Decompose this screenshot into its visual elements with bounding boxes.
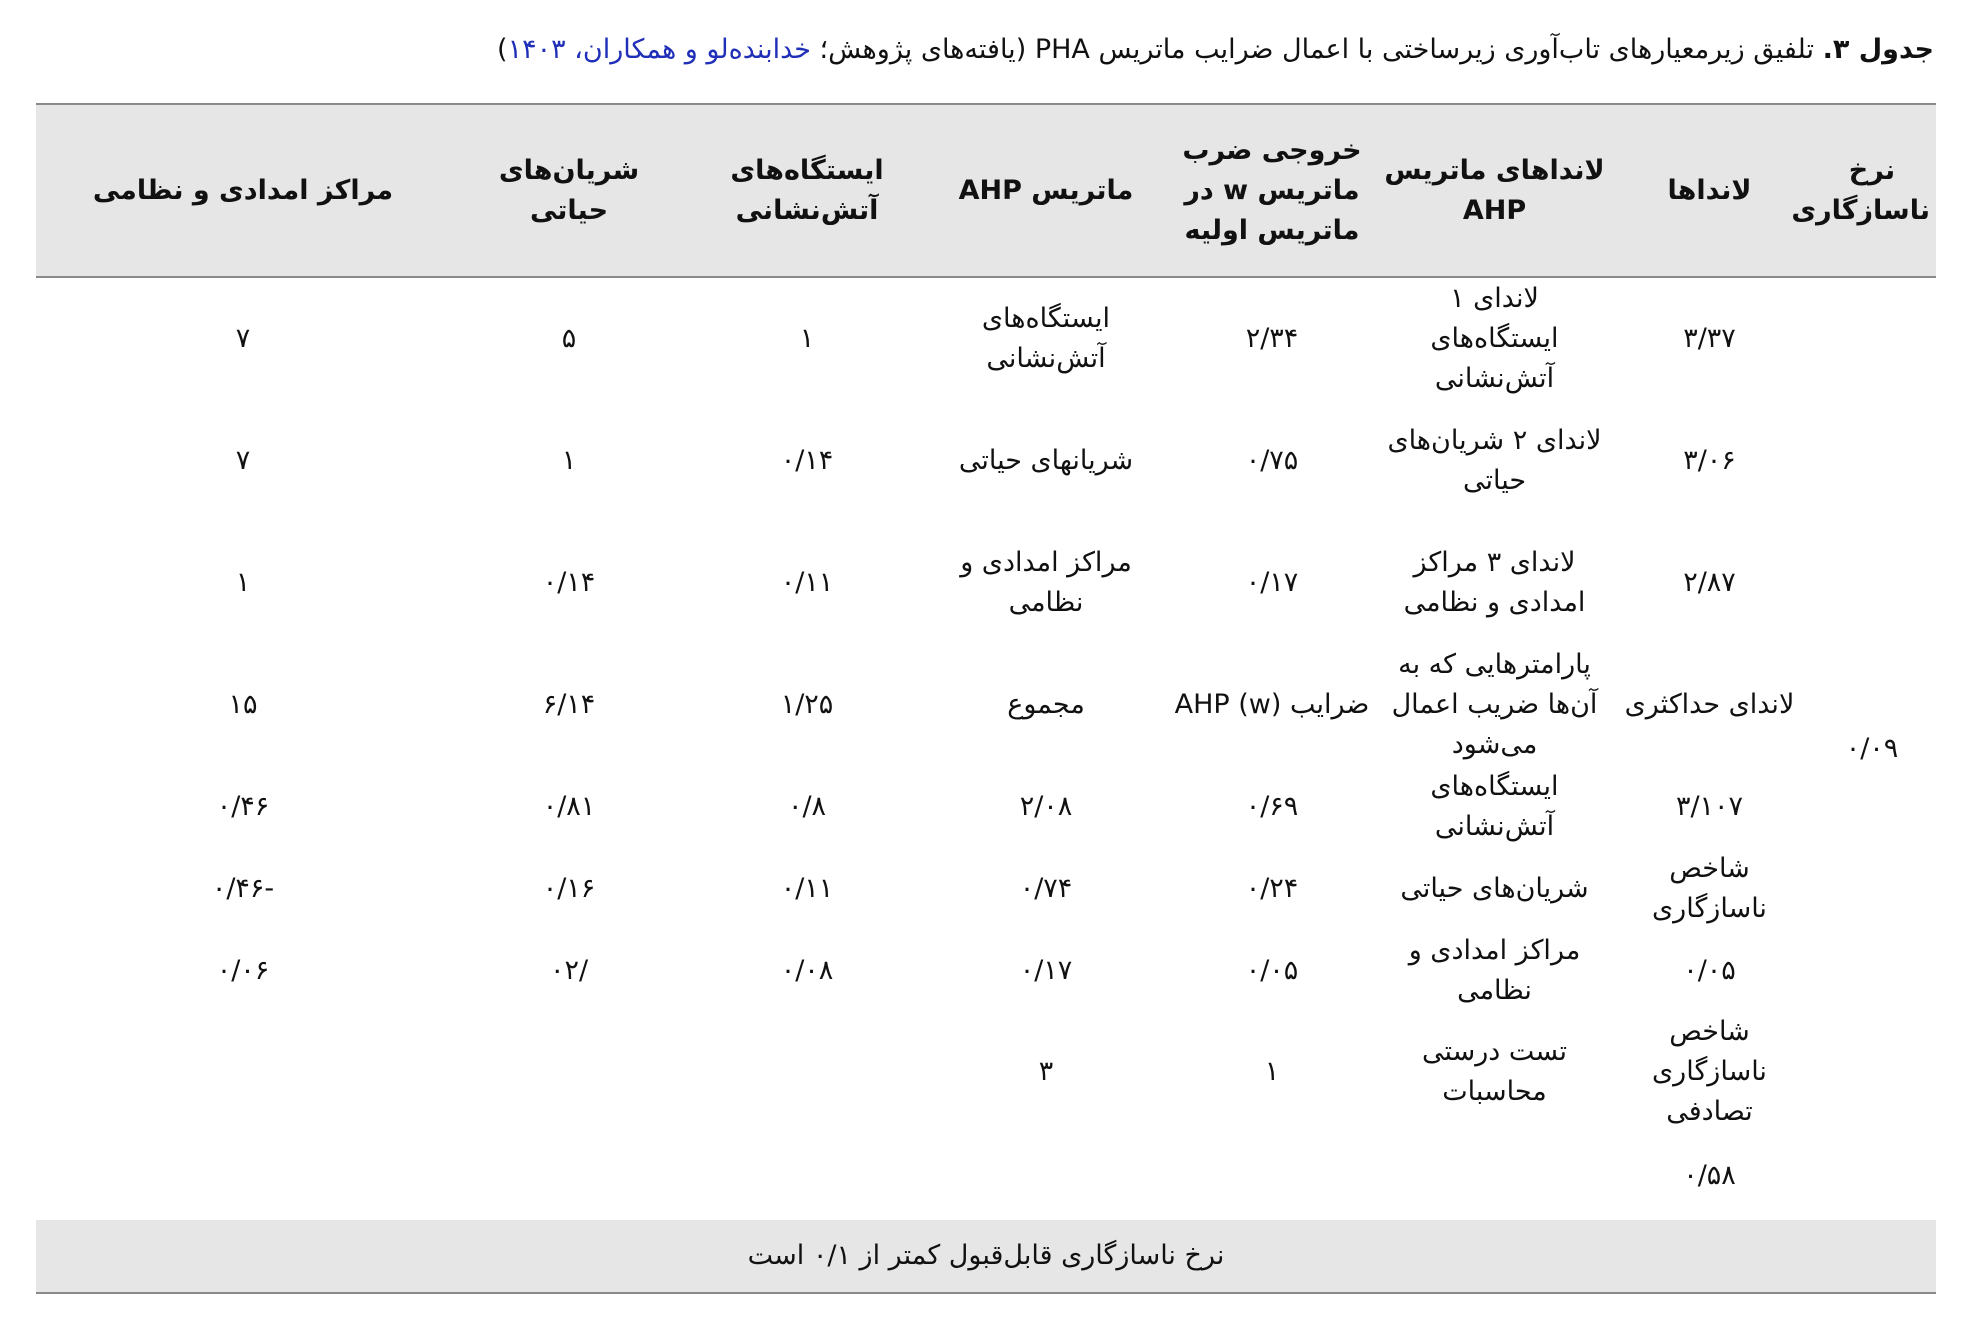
header-w-output: خروجی ضرب ماتریس w در ماتریس اولیه [1166, 104, 1378, 277]
header-inconsistency-rate: نرخ ناسازگاری [1808, 104, 1936, 277]
cell-ahp-lambda [1378, 1132, 1611, 1220]
cell-lambda: ۳/۰۶ [1683, 445, 1736, 476]
table-caption [30, 28, 1934, 72]
cell-lambda: ۰/۵۸ [1683, 1160, 1736, 1191]
cell-w-output: ۰/۲۴ [1245, 873, 1299, 904]
cell-w-output: ضرایب AHP (w) [1174, 689, 1370, 720]
cell-fire-stations: ۰/۱۱ [780, 873, 834, 904]
cell-ahp-lambda: لاندای ۲ شریان‌های حیاتی [1387, 425, 1602, 496]
table-row [36, 930, 1936, 1012]
caption-close: ) [497, 34, 508, 65]
cell-ahp-lambda: پارامترهایی که به آن‌ها ضریب اعمال می‌شود [1391, 649, 1598, 760]
cell-relief-military: ۷ [235, 445, 251, 476]
cell-ahp-lambda: تست درستی محاسبات [1421, 1036, 1568, 1107]
header-ahp-matrix: ماتریس AHP [926, 104, 1166, 277]
cell-lambda: ۰/۰۵ [1683, 955, 1736, 986]
cell-lambda: ۳/۳۷ [1683, 323, 1736, 354]
inconsistency-rate-cell: ۰/۰۹ [1845, 733, 1899, 764]
header-row [36, 104, 1936, 277]
cell-ahp-lambda: لاندای ۱ ایستگاه‌های آتش‌نشانی [1430, 283, 1559, 394]
cell-fire-stations: ۰/۱۱ [780, 567, 834, 598]
cell-ahp-matrix: مجموع [1007, 689, 1085, 720]
cell-relief-military [36, 1012, 450, 1132]
cell-w-output: ۲/۳۴ [1245, 323, 1299, 354]
header-relief-military: مراکز امدادی و نظامی [36, 104, 450, 277]
cell-ahp-lambda: ایستگاه‌های آتش‌نشانی [1430, 771, 1559, 842]
cell-relief-military: -۰/۴۶ [211, 873, 275, 904]
caption-text: تلفیق زیرمعیارهای تاب‌آوری زیرساختی با اعمال ضرایب ماتریس PHA (یافته‌های پژوهش؛ [819, 34, 1814, 65]
header-ahp-lambdas: لانداهای ماتریس AHP [1378, 104, 1611, 277]
cell-ahp-matrix: ایستگاه‌های آتش‌نشانی [981, 303, 1111, 374]
header-lambdas: لانداها [1611, 104, 1808, 277]
cell-arteries: ۶/۱۴ [542, 689, 596, 720]
cell-lambda: ۳/۱۰۷ [1675, 791, 1744, 822]
cell-w-output: ۰/۰۵ [1245, 955, 1299, 986]
table-row [36, 522, 1936, 644]
cell-arteries: ۰/۸۱ [542, 791, 596, 822]
cell-ahp-lambda: لاندای ۳ مراکز امدادی و نظامی [1403, 547, 1586, 618]
cell-fire-stations: ۰/۱۴ [780, 445, 834, 476]
cell-w-output: ۰/۶۹ [1245, 791, 1299, 822]
table-row [36, 400, 1936, 522]
cell-arteries: ۰/۱۴ [542, 567, 596, 598]
table-row [36, 1012, 1936, 1132]
cell-ahp-matrix [926, 1132, 1166, 1220]
data-table [36, 103, 1936, 1294]
cell-w-output [1166, 1132, 1378, 1220]
cell-ahp-matrix: ۲/۰۸ [1019, 791, 1073, 822]
cell-relief-military: ۰/۰۶ [216, 955, 270, 986]
cell-ahp-matrix: ۰/۷۴ [1019, 873, 1073, 904]
cell-fire-stations [688, 1012, 926, 1132]
cell-lambda: ۲/۸۷ [1683, 567, 1736, 598]
table-row [36, 766, 1936, 848]
table-row [36, 1132, 1936, 1220]
cell-arteries: /۰۲ [549, 955, 589, 986]
cell-lambda: لاندای حداکثری [1624, 689, 1795, 720]
table-row [36, 277, 1936, 400]
header-arteries: شریان‌های حیاتی [450, 104, 688, 277]
header-fire-stations: ایستگاه‌های آتش‌نشانی [688, 104, 926, 277]
cell-relief-military: ۱۵ [228, 689, 258, 720]
footer-note: نرخ ناسازگاری قابل‌قبول کمتر از ۰/۱ است [36, 1220, 1936, 1293]
table-row [36, 848, 1936, 930]
cell-fire-stations [688, 1132, 926, 1220]
cell-relief-military: ۰/۴۶ [216, 791, 270, 822]
cell-relief-military [36, 1132, 450, 1220]
footer-row [36, 1220, 1936, 1293]
cell-w-output: ۰/۷۵ [1245, 445, 1299, 476]
cell-w-output: ۱ [1264, 1056, 1280, 1087]
cell-ahp-matrix: ۰/۱۷ [1019, 955, 1073, 986]
cell-arteries [450, 1012, 688, 1132]
cell-ahp-matrix: شریانهای حیاتی [958, 445, 1134, 476]
cell-ahp-lambda: مراکز امدادی و نظامی [1408, 935, 1581, 1006]
cell-arteries: ۵ [561, 323, 577, 354]
cell-arteries [450, 1132, 688, 1220]
table-row [36, 644, 1936, 766]
cell-fire-stations: ۱/۲۵ [780, 689, 834, 720]
caption-label: جدول ۳. [1822, 34, 1934, 65]
cell-ahp-matrix: ۳ [1038, 1056, 1054, 1087]
cell-ahp-lambda: شریان‌های حیاتی [1400, 873, 1589, 904]
cell-ahp-matrix: مراکز امدادی و نظامی [960, 547, 1132, 618]
cell-lambda: شاخص ناسازگاری [1652, 853, 1767, 924]
cell-relief-military: ۱ [235, 567, 251, 598]
cell-arteries: ۱ [561, 445, 577, 476]
cell-arteries: ۰/۱۶ [542, 873, 596, 904]
cell-w-output: ۰/۱۷ [1245, 567, 1299, 598]
citation-link[interactable]: خدابنده‌لو و همکاران، ۱۴۰۳ [507, 34, 811, 65]
cell-fire-stations: ۱ [799, 323, 815, 354]
cell-fire-stations: ۰/۰۸ [780, 955, 834, 986]
cell-lambda: شاخص ناسازگاری تصادفی [1652, 1016, 1767, 1127]
cell-relief-military: ۷ [235, 323, 251, 354]
cell-fire-stations: ۰/۸ [787, 791, 827, 822]
